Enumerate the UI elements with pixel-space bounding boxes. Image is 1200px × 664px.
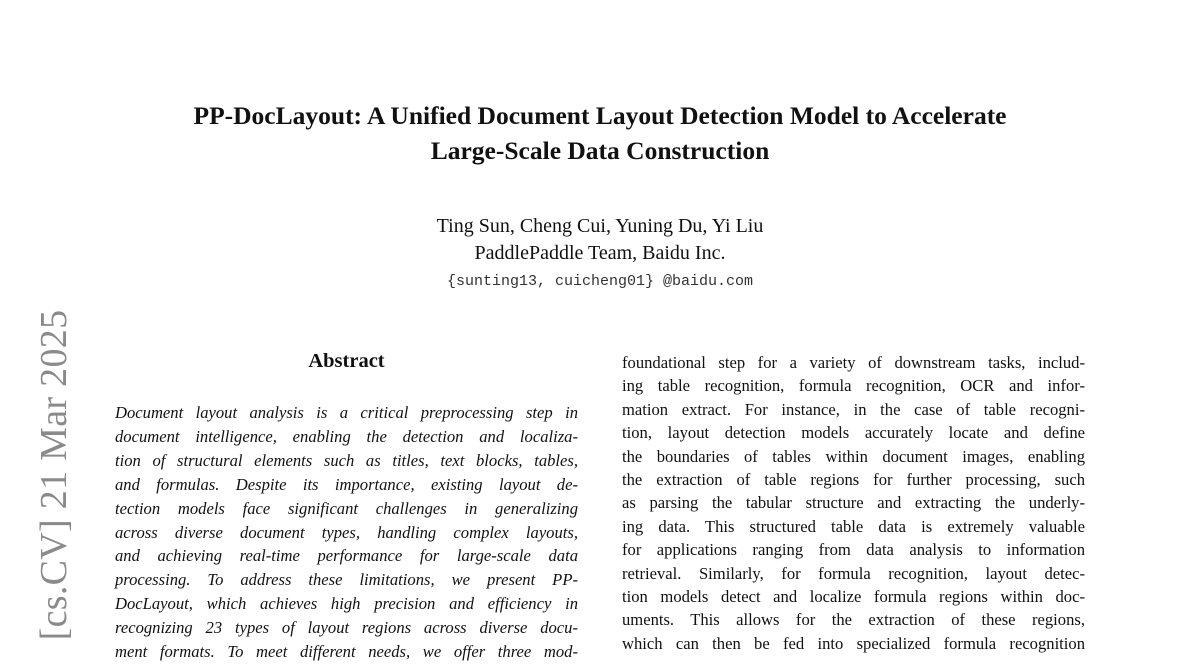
- author-names: Ting Sun, Cheng Cui, Yuning Du, Yi Liu: [436, 215, 764, 237]
- abstract-line: across diverse document types, handling complex layouts,: [115, 522, 578, 542]
- body-line: uments. This allows for the extraction of these regions,: [622, 610, 1085, 630]
- abstract-line: tection models face significant challenges in generalizing: [115, 498, 578, 518]
- body-line: the boundaries of tables within document images, enabling: [622, 446, 1085, 466]
- abstract-line: and formulas. Despite its importance, existing layout de-: [115, 474, 578, 494]
- body-line: mation extract. For instance, in the case of table recogni-: [622, 399, 1085, 419]
- abstract-line: recognizing 23 types of layout regions across diverse docu-: [115, 618, 578, 638]
- paper-title: [100, 98, 1100, 168]
- abstract-line: DocLayout, which achieves high precision and efficiency in: [115, 594, 578, 614]
- abstract-heading: Abstract: [308, 350, 385, 372]
- author-emails: {sunting13, cuicheng01} @baidu.com: [446, 273, 754, 290]
- left-column: [115, 346, 578, 664]
- author-block: [0, 213, 1200, 297]
- body-line: ing table recognition, formula recognition, OCR and infor-: [622, 376, 1085, 396]
- body-line: for applications ranging from data analysis to information: [622, 540, 1085, 560]
- body-line: foundational step for a variety of downstream tasks, includ-: [622, 353, 1085, 372]
- abstract-line: and achieving real-time performance for large-scale data: [115, 546, 578, 566]
- abstract-body: [115, 401, 578, 664]
- body-line: tion, layout detection models accurately locate and define: [622, 423, 1085, 443]
- right-column: [622, 351, 1085, 655]
- abstract-line: ment formats. To meet different needs, we offer three mod-: [115, 642, 578, 662]
- author-affiliation: PaddlePaddle Team, Baidu Inc.: [474, 242, 726, 264]
- arxiv-stamp: [cs.CV] 21 Mar 2025: [33, 309, 75, 641]
- body-line: which can then be fed into specialized formula recognition: [622, 633, 1085, 653]
- abstract-line: document intelligence, enabling the detection and localiza-: [115, 426, 578, 446]
- abstract-line: processing. To address these limitations, we present PP-: [115, 570, 578, 590]
- title-line: PP-DocLayout: A Unified Document Layout Detection Model to Accelerate: [193, 101, 1007, 130]
- body-line: the extraction of table regions for further processing, such: [622, 470, 1085, 490]
- abstract-line: tion of structural elements such as titles, text blocks, tables,: [115, 450, 578, 470]
- body-line: ing data. This structured table data is extremely valuable: [622, 516, 1085, 536]
- body-line: retrieval. Similarly, for formula recognition, layout detec-: [622, 563, 1085, 583]
- title-line: Large-Scale Data Construction: [430, 136, 770, 165]
- body-line: as parsing the tabular structure and extracting the underly-: [622, 493, 1085, 513]
- body-line: tion models detect and localize formula regions within doc-: [622, 587, 1085, 607]
- intro-paragraph: [622, 351, 1085, 655]
- abstract-line: Document layout analysis is a critical preprocessing step in: [115, 403, 578, 422]
